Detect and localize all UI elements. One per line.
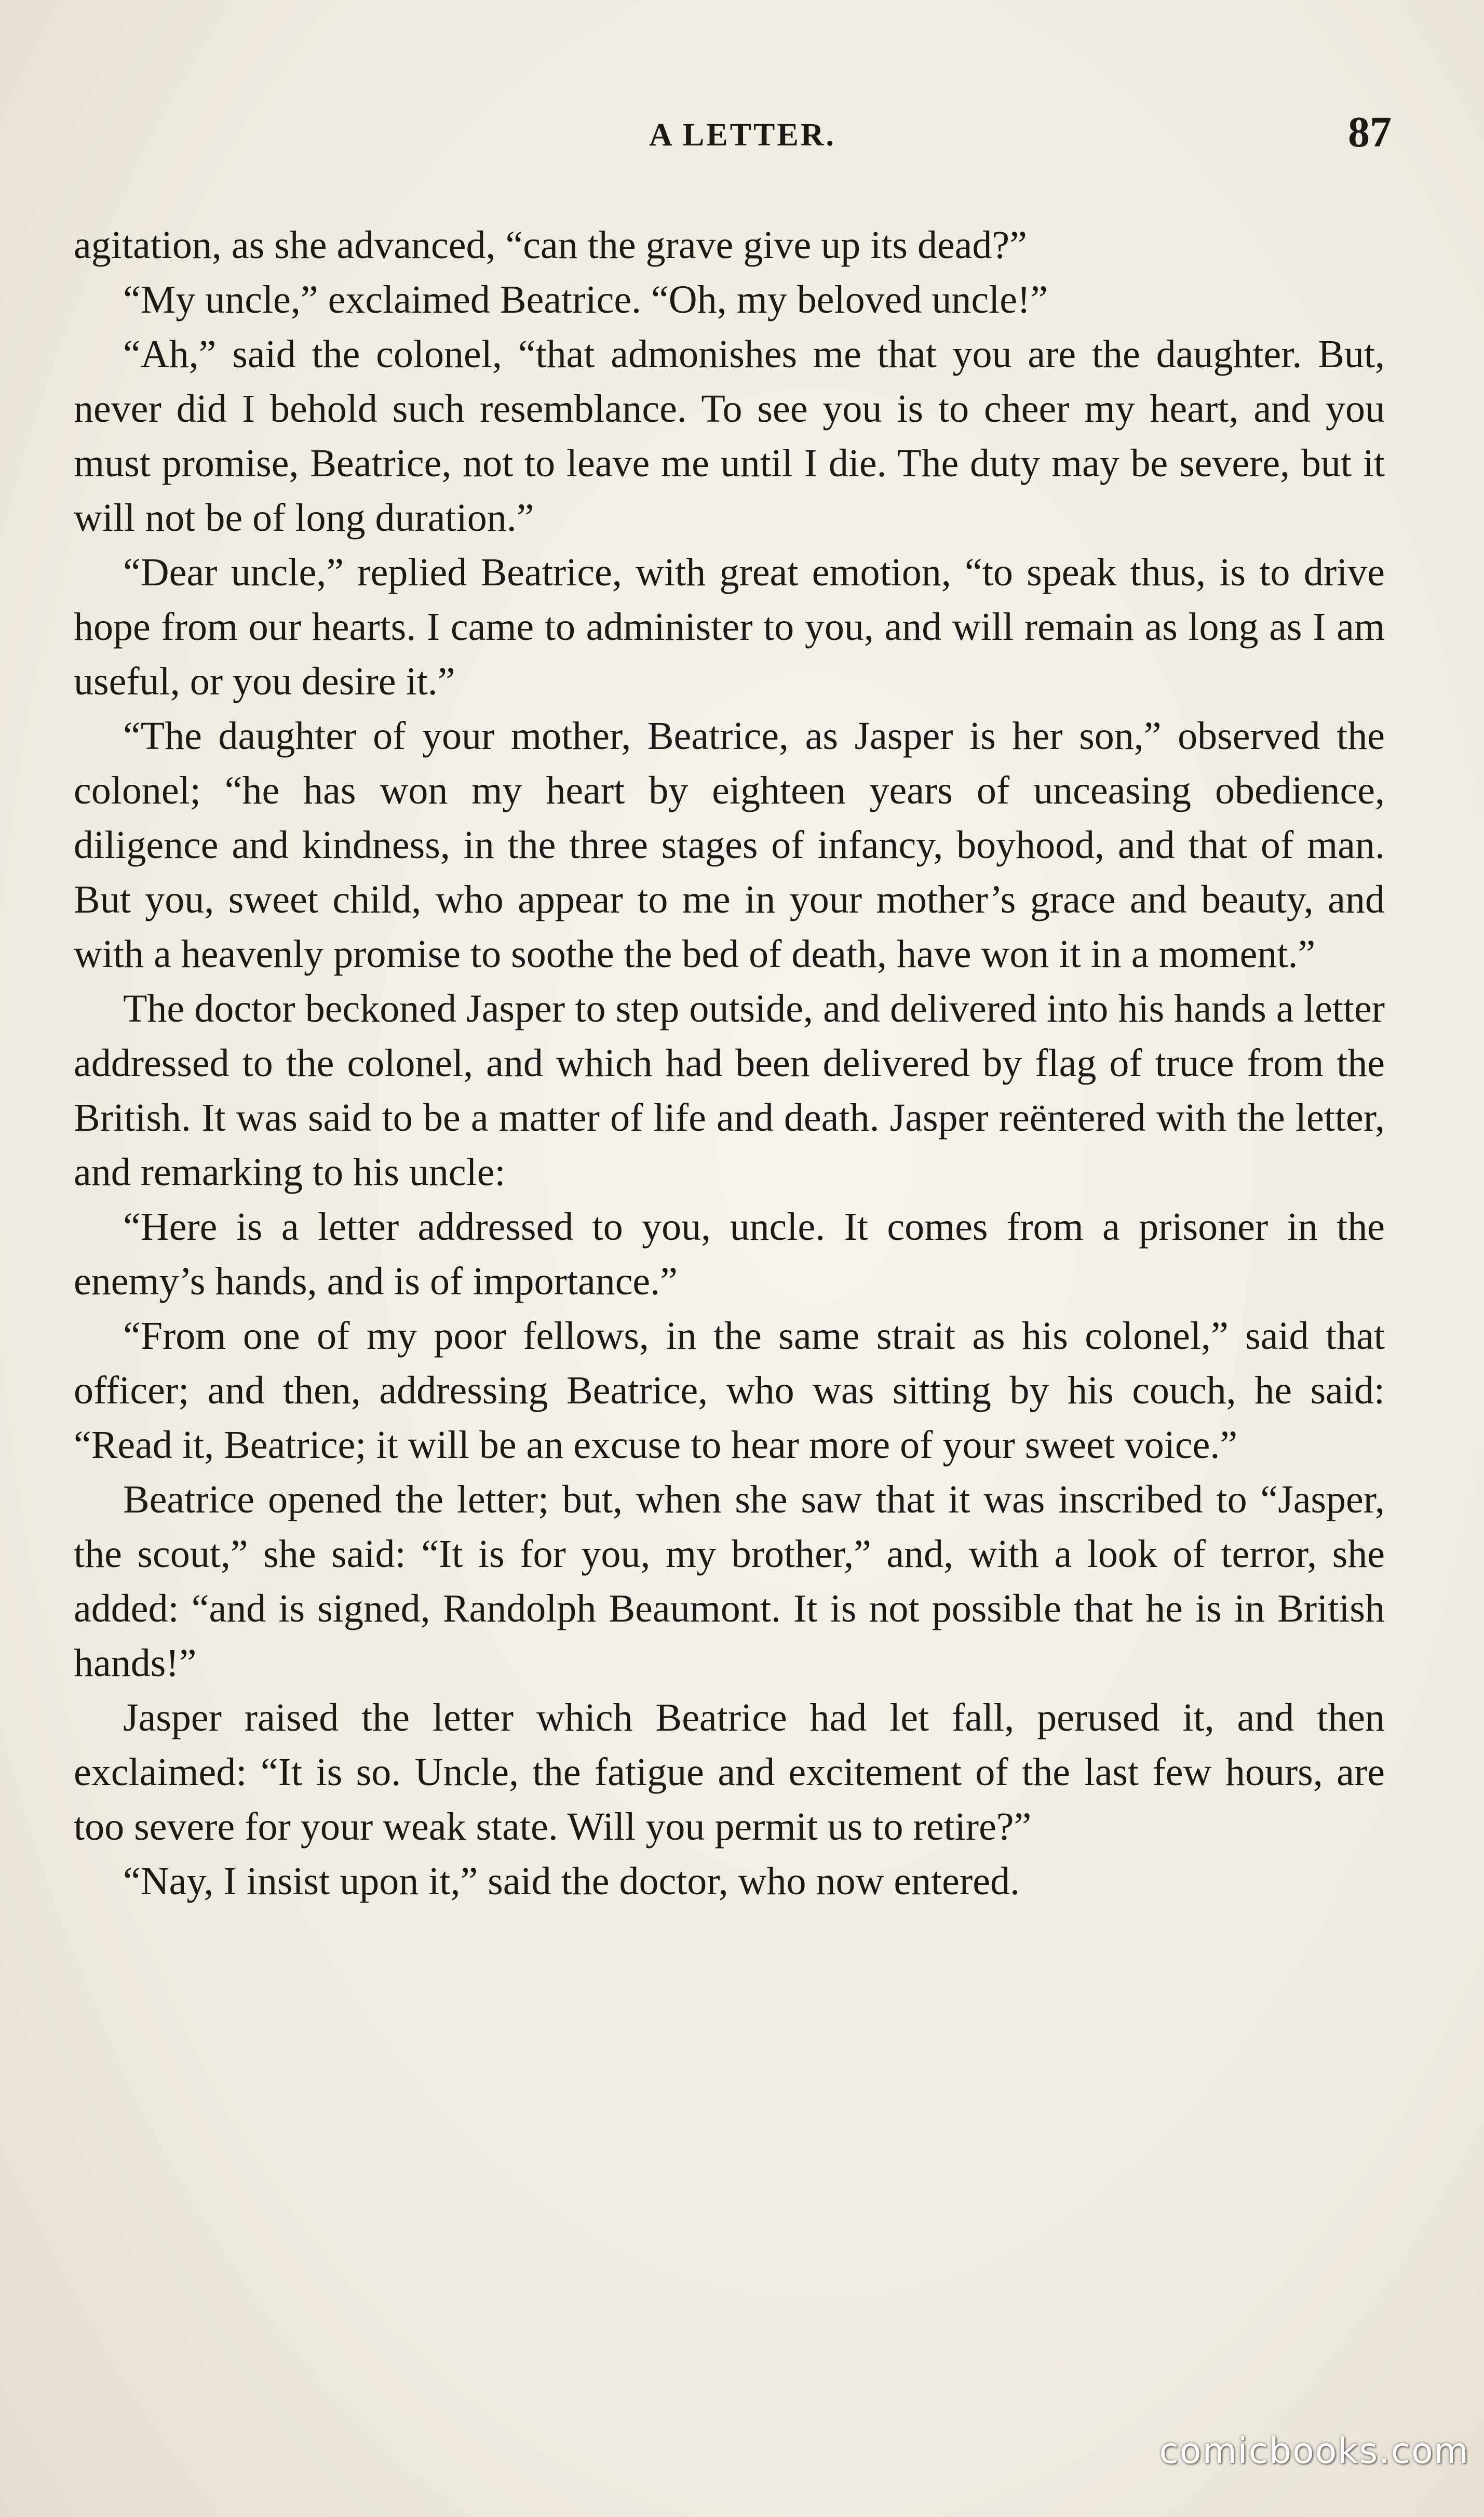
watermark: comicbooks.com bbox=[1159, 2431, 1469, 2472]
paragraph: “My uncle,” exclaimed Beatrice. “Oh, my beloved uncle!” bbox=[123, 278, 1048, 322]
paragraph: Jasper raised the letter which Beatrice had let fall, perused it, and then exclaimed: “It is so. Uncle, the fatigue and excitement of the last few hours, are too severe for your weak state. Will you permit us to retire?” bbox=[74, 1696, 1385, 1849]
paragraph: agitation, as she advanced, “can the grave give up its dead?” bbox=[74, 223, 1027, 267]
page-number: 87 bbox=[1348, 108, 1392, 156]
paragraph: “From one of my poor fellows, in the same strait as his colonel,” said that officer; and then, addressing Beatrice, who was sitting by his couch, he said: “Read it, Beatrice; it will be an excuse to hear more of your sweet voice.” bbox=[74, 1314, 1385, 1467]
paragraph: Beatrice opened the letter; but, when she saw that it was inscribed to “Jasper, the scout,” she said: “It is for you, my brother,” and, with a look of terror, she added: “and is signed, Randolph Beaumont. It is not possible that he is in British hands!” bbox=[74, 1478, 1385, 1685]
page-header bbox=[0, 106, 1484, 164]
paragraph: “Here is a letter addressed to you, uncle. It comes from a prisoner in the enemy’s hands, and is of importance.” bbox=[74, 1205, 1385, 1303]
running-title: A LETTER. bbox=[649, 117, 836, 153]
paragraph: The doctor beckoned Jasper to step outside, and delivered into his hands a letter addressed to the colonel, and which had been delivered by flag of truce from the British. It was said to be a matter of life and death. Jasper reëntered with the letter, and remarking to his uncle: bbox=[74, 987, 1385, 1194]
paragraph: “Dear uncle,” replied Beatrice, with great emotion, “to speak thus, is to drive hope from our hearts. I came to administer to you, and will remain as long as I am useful, or you desire it.” bbox=[74, 551, 1385, 703]
paragraph: “Ah,” said the colonel, “that admonishes me that you are the daughter. But, never did I behold such resemblance. To see you is to cheer my heart, and you must promise, Beatrice, not to leave me until I die. The duty may be severe, but it will not be of long duration.” bbox=[74, 332, 1385, 540]
body-text bbox=[74, 218, 1385, 1909]
paragraph: “The daughter of your mother, Beatrice, as Jasper is her son,” observed the colonel; “he has won my heart by eighteen years of unceasing obedience, diligence and kindness, in the three stages of infancy, boyhood, and that of man. But you, sweet child, who appear to me in your mother’s grace and beauty, and with a heavenly promise to soothe the bed of death, have won it in a moment.” bbox=[74, 714, 1385, 976]
paragraph: “Nay, I insist upon it,” said the doctor, who now entered. bbox=[123, 1859, 1020, 1903]
